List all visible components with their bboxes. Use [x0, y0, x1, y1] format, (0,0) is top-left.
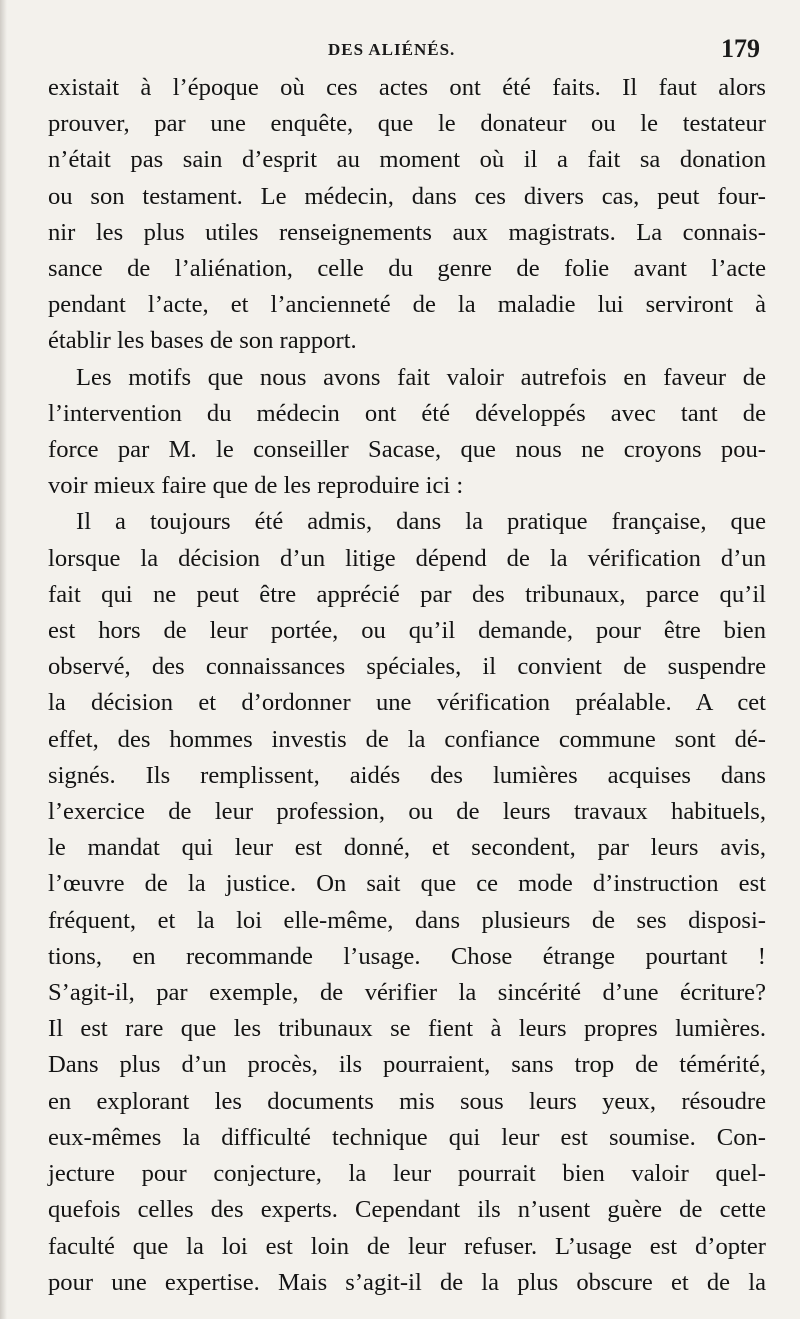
text-line: prouver, par une enquête, que le donateur ou le testateur [48, 110, 766, 138]
text-line: observé, des connaissances spéciales, il convient de suspendre [48, 653, 766, 681]
text-line: effet, des hommes investis de la confiance commune sont dé- [48, 725, 766, 753]
text-line: lorsque la décision d’un litige dépend de la vérification d’un [48, 544, 766, 572]
paragraph [48, 70, 766, 360]
text-line: sance de l’aliénation, celle du genre de folie avant l’acte [48, 255, 766, 283]
text-line: S’agit-il, par exemple, de vérifier la sincérité d’une écriture? [48, 979, 766, 1007]
paragraph [48, 504, 766, 1300]
text-line: le mandat qui leur est donné, et secondent, par leurs avis, [48, 834, 766, 862]
page-edge-shadow [0, 0, 7, 1319]
text-line: établir les bases de son rapport. [48, 327, 357, 355]
text-line: ou son testament. Le médecin, dans ces divers cas, peut four- [48, 182, 766, 210]
page-number: 179 [721, 34, 760, 63]
text-line: tions, en recommande l’usage. Chose étrange pourtant ! [48, 942, 766, 970]
text-line: voir mieux faire que de les reproduire ici : [48, 472, 464, 500]
text-line: pendant l’acte, et l’ancienneté de la maladie lui serviront à [48, 291, 766, 319]
text-line: signés. Ils remplissent, aidés des lumières acquises dans [48, 761, 766, 789]
text-line: nir les plus utiles renseignements aux magistrats. La connais- [48, 218, 766, 246]
text-line: Il a toujours été admis, dans la pratique française, que [76, 508, 766, 536]
text-line: Les motifs que nous avons fait valoir autrefois en faveur de [76, 363, 766, 391]
text-line: n’était pas sain d’esprit au moment où il a fait sa donation [48, 146, 766, 174]
text-line: fait qui ne peut être apprécié par des tribunaux, parce qu’il [48, 580, 766, 608]
text-line: existait à l’époque où ces actes ont été faits. Il faut alors [48, 74, 766, 101]
text-line: eux-mêmes la difficulté technique qui leur est soumise. Con- [48, 1123, 766, 1151]
page-header [48, 32, 760, 72]
text-line: l’exercice de leur profession, ou de leurs travaux habituels, [48, 798, 766, 826]
text-line: force par M. le conseiller Sacase, que nous ne croyons pou- [48, 436, 766, 464]
text-line: faculté que la loi est loin de leur refuser. L’usage est d’opter [48, 1232, 766, 1260]
text-line: fréquent, et la loi elle-même, dans plusieurs de ses disposi- [48, 906, 766, 934]
text-line: Dans plus d’un procès, ils pourraient, sans trop de témérité, [48, 1051, 766, 1079]
text-line: est hors de leur portée, ou qu’il demande, pour être bien [48, 617, 766, 645]
text-line: jecture pour conjecture, la leur pourrait bien valoir quel- [48, 1160, 766, 1188]
paragraph [48, 360, 766, 505]
running-title: DES ALIÉNÉS. [328, 40, 456, 59]
text-line: quefois celles des experts. Cependant ils n’usent guère de cette [48, 1196, 766, 1224]
text-line: Il est rare que les tribunaux se fient à leurs propres lumières. [48, 1015, 766, 1043]
text-line: en explorant les documents mis sous leurs yeux, résoudre [48, 1087, 766, 1115]
text-line: l’œuvre de la justice. On sait que ce mode d’instruction est [48, 870, 766, 898]
text-line: pour une expertise. Mais s’agit-il de la plus obscure et de la [48, 1268, 766, 1296]
text-line: la décision et d’ordonner une vérification préalable. A cet [48, 689, 766, 717]
body-text [48, 70, 766, 1301]
text-line: l’intervention du médecin ont été développés avec tant de [48, 399, 766, 427]
